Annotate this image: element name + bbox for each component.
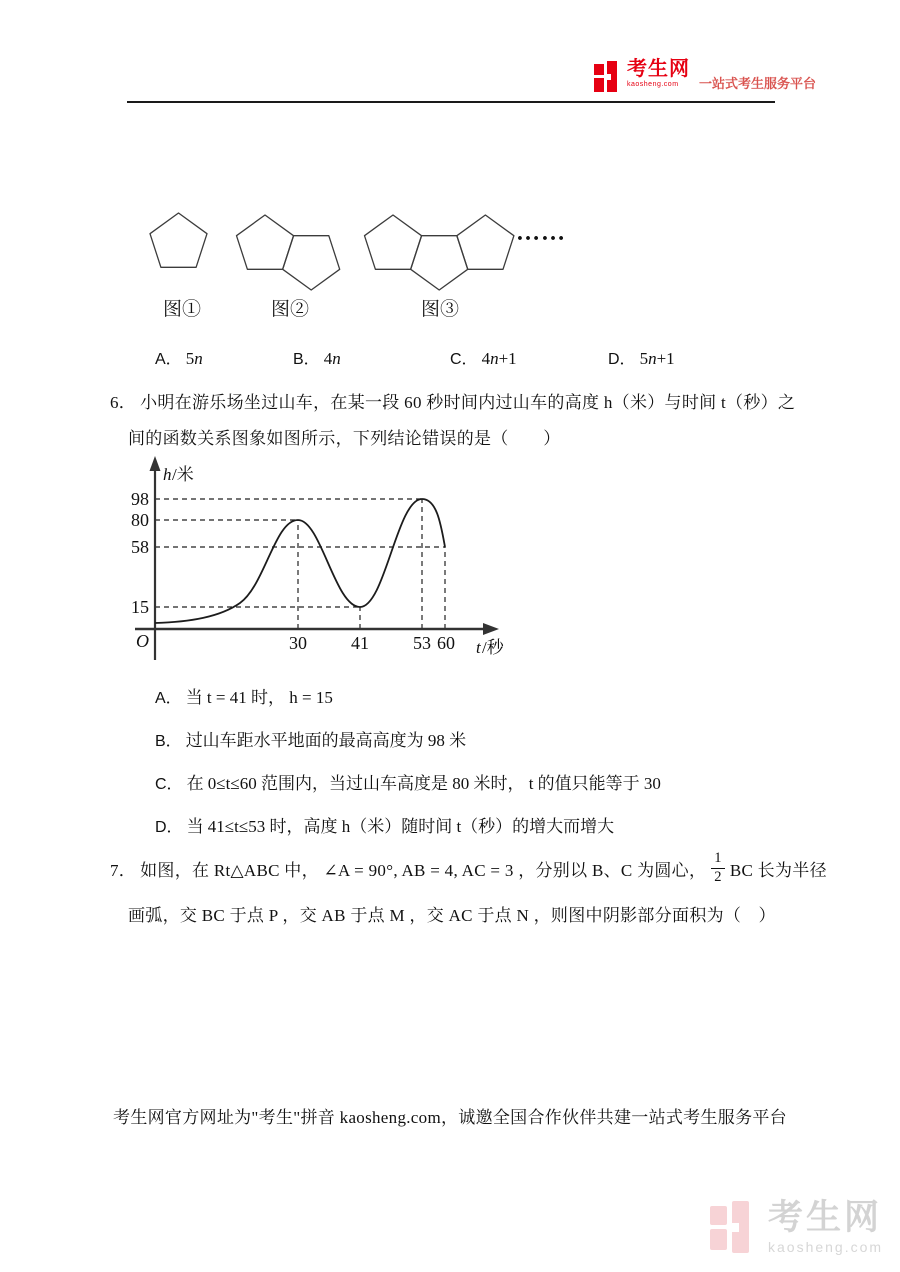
height-time-graph [125,455,525,667]
header-divider [127,101,775,103]
figure2-pentagon-2 [283,236,340,290]
x-axis-arrow-icon [483,623,499,635]
svg-text:98: 98 [131,489,149,509]
footer-note: 考生网官方网址为"考生"拼音 kaosheng.com，诚邀全国合作伙伴共建一站式考生服务平台 [113,1108,787,1127]
figure1-label: 图① [163,299,202,320]
watermark-brand: 考生网 [768,1198,883,1237]
y-tick-labels [131,489,149,617]
x-tick-labels [289,633,455,653]
figure3-label: 图③ [421,299,460,320]
svg-text:80: 80 [131,510,149,530]
q6-number: 6． [110,393,137,412]
q6-option-a: A． 当 t = 41 时， h = 15 [155,688,333,707]
watermark-domain: kaosheng.com [768,1239,884,1255]
figure2-label: 图② [271,299,310,320]
x-axis-label-unit: /秒 [482,638,504,657]
svg-text:58: 58 [131,537,149,557]
q6-option-b: B． 过山车距水平地面的最高高度为 98 米 [155,731,467,750]
y-axis-label-unit: /米 [172,465,194,484]
origin-label: O [136,631,149,651]
pentagon-figures [140,193,560,303]
q5-option-d: D． 5n+1 [608,349,675,368]
figure1-pentagon [150,213,207,267]
continuation-ellipsis: …… [516,220,566,246]
q5-option-b: B． 4n [293,349,341,368]
svg-text:60: 60 [437,633,455,653]
q7-stem-line2: 画弧，交 BC 于点 P ，交 AB 于点 M ，交 AC 于点 N ，则图中阴影部分面积为（ ） [128,906,776,925]
figure3-pentagon-3 [457,215,514,269]
q6-stem-line1: 6． 小明在游乐场坐过山车，在某一段 60 秒时间内过山车的高度 h（米）与时间 t（秒）之 [110,393,796,412]
svg-text:15: 15 [131,597,149,617]
fraction-one-half: $\frac{1}{2}$ [711,850,725,886]
brand-tagline: 一站式考生服务平台 [699,76,817,91]
y-axis-arrow-icon [150,456,161,471]
header-brand [594,59,816,94]
kaosheng-logo-icon [594,61,621,94]
watermark [710,1200,883,1254]
svg-text:30: 30 [289,633,307,653]
svg-text:53: 53 [413,633,431,653]
brand-name: 考生网 [627,58,690,80]
q6-option-d: D． 当 41≤t≤53 时，高度 h（米）随时间 t（秒）的增大而增大 [155,817,615,836]
q7-number: 7． [110,860,137,880]
svg-text:41: 41 [351,633,369,653]
y-axis-label-var: h [163,465,172,484]
height-time-curve [155,499,445,623]
x-axis-label-var: t [476,638,481,657]
brand-domain: kaosheng.com [627,81,679,88]
q6-stem-line2: 间的函数关系图象如图所示，下列结论错误的是（ ） [128,429,561,448]
watermark-logo-icon [710,1201,754,1253]
dashed-guide-lines [155,499,445,629]
q5-option-c: C． 4n+1 [450,349,517,368]
q6-option-c: C． 在 0≤t≤60 范围内，当过山车高度是 80 米时， t 的值只能等于 30 [155,774,661,793]
q5-option-a: A． 5n [155,349,203,368]
q7-stem-line1: 7． 如图，在 Rt△ABC 中， ∠A = 90°, AB = 4, AC = 3 ，分别以 B、C 为圆心， $\frac{1}{2}$ BC 长为半径 [110,850,827,885]
